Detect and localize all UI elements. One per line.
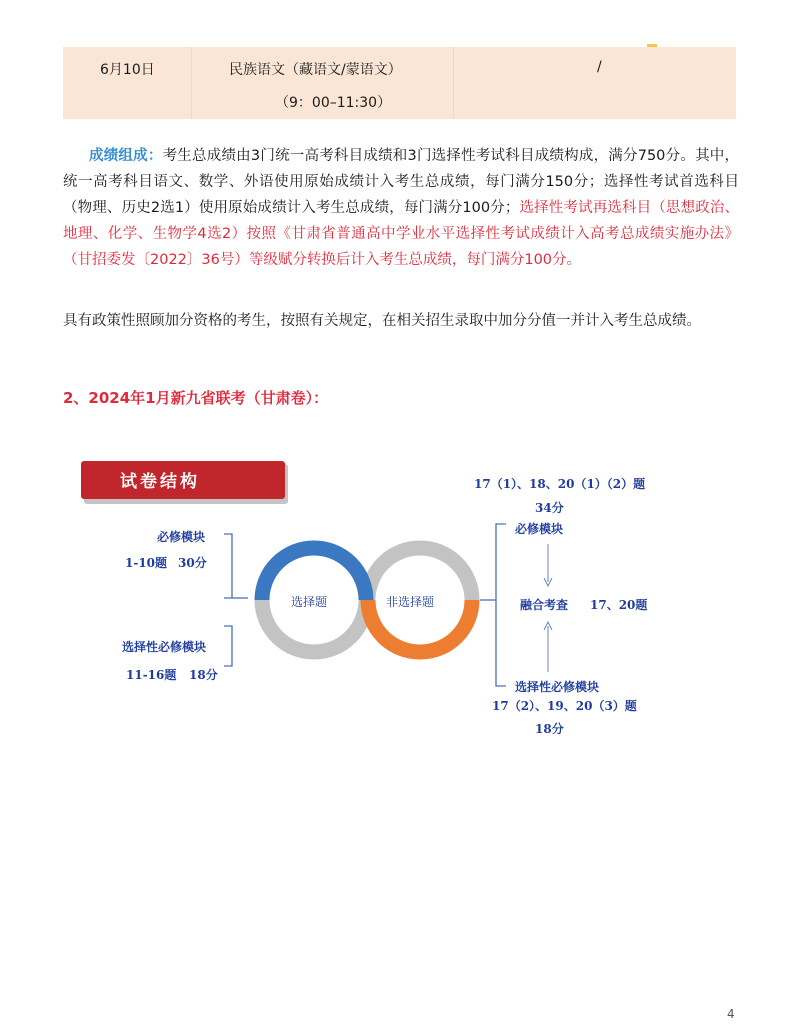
banner-title: 试卷结构 (120, 472, 200, 492)
right-middle-title: 融合考查 (520, 598, 569, 612)
score-composition-text: 考生总成绩由3门统一高考科目成绩和3门选择性考试科目成绩构成，满分750分。其中，统一高考科目语文、数学、外语使用原始成绩计入考生总成绩，每门满分150分；选择性考试首选科目（物理、历史2选1）使用原始成绩计入考生总成绩，每门满分100分； (63, 148, 740, 216)
cell-divider (191, 47, 192, 119)
score-composition-red-text: 选择性考试再选科目（思想政治、地理、化学、生物学4选2）按照《甘肃省普通高中学业水平选择性考试成绩计入高考总成绩实施办法》（甘招委发〔2022〕36号）等级赋分转换后计入考生总成绩，每门满分100分。 (63, 200, 739, 268)
left-bottom-points: 18分 (189, 668, 218, 682)
exam-time: （9：00–11:30） (275, 95, 392, 111)
right-top-title: 必修模块 (515, 522, 564, 536)
ring-label-choice: 选择题 (291, 595, 328, 609)
right-ring-top-gray (368, 548, 472, 600)
right-bottom-points: 18分 (535, 722, 564, 736)
right-top-question-range: 17（1）、18、20（1）（2）题 (474, 477, 646, 491)
ring-label-non-choice: 非选择题 (386, 595, 435, 609)
section-title: 2、2024年1月新九省联考（甘肃卷）： (63, 389, 329, 407)
right-bracket (496, 524, 506, 686)
page-number: 4 (727, 1007, 735, 1021)
left-top-points: 30分 (178, 556, 207, 570)
policy-paragraph: 具有政策性照顾加分资格的考生，按照有关规定，在相关招生录取中加分分值一并计入考生总成绩。 (63, 313, 701, 329)
left-bottom-title: 选择性必修模块 (122, 640, 207, 654)
left-ring-top-blue (262, 548, 366, 600)
left-top-bracket (224, 534, 232, 598)
left-bottom-question-range: 11-16题 (126, 668, 177, 682)
left-top-title: 必修模块 (157, 530, 206, 544)
right-middle-question-range: 17、20题 (590, 598, 648, 612)
exam-subject: 民族语文（藏语文/蒙语文） (229, 62, 402, 78)
right-bottom-title: 选择性必修模块 (515, 680, 600, 694)
exam-schedule-row (63, 47, 736, 119)
right-bottom-question-range: 17（2）、19、20（3）题 (492, 699, 637, 713)
left-bottom-bracket (224, 626, 232, 666)
right-top-points: 34分 (535, 501, 564, 515)
score-composition-paragraph (63, 143, 739, 273)
left-top-question-range: 1-10题 (125, 556, 168, 570)
exam-structure-diagram (0, 440, 800, 760)
exam-date: 6月10日 (100, 62, 155, 78)
score-composition-label: 成绩组成： (89, 148, 163, 164)
exam-slash: / (597, 59, 602, 75)
cell-divider (453, 47, 454, 119)
